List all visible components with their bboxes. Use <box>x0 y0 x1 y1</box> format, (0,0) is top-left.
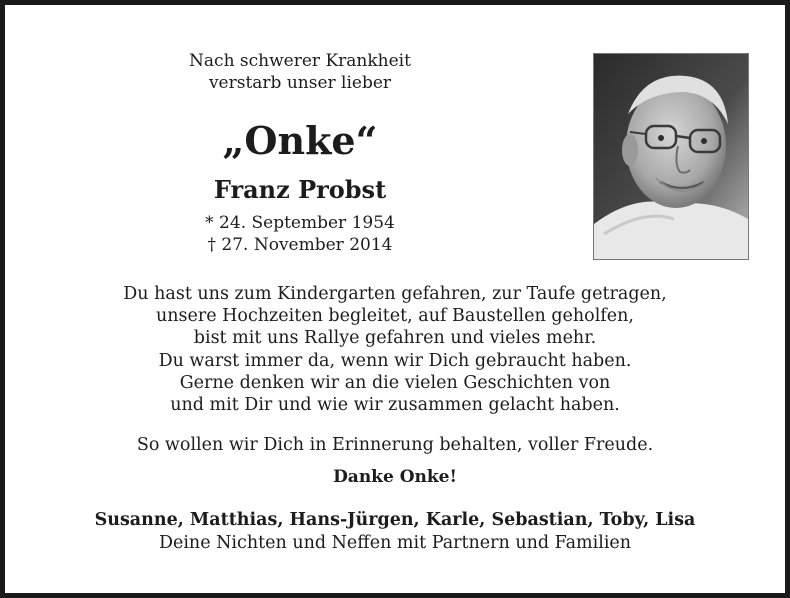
closing-line: So wollen wir Dich in Erinnerung behalten, voller Freude. <box>136 435 654 455</box>
nickname-heading: „Onke“ <box>222 118 378 163</box>
portrait-photo <box>593 53 749 260</box>
full-name-heading: Franz Probst <box>213 175 387 204</box>
intro-line-2: verstarb unser lieber <box>208 73 392 93</box>
poem-line: Gerne denken wir an die vielen Geschichten von <box>179 372 611 393</box>
death-date: † 27. November 2014 <box>207 235 393 255</box>
intro-line-1: Nach schwerer Krankheit <box>189 51 411 71</box>
poem-line: Du hast uns zum Kindergarten gefahren, zur Taufe getragen, <box>123 284 667 304</box>
family-names: Susanne, Matthias, Hans-Jürgen, Karle, Sebastian, Toby, Lisa <box>94 510 696 530</box>
poem-line: unsere Hochzeiten begleitet, auf Baustellen geholfen, <box>156 306 634 327</box>
intro-text <box>110 50 490 94</box>
birth-date: * 24. September 1954 <box>205 213 395 233</box>
poem-line: und mit Dir und wie wir zusammen gelacht haben. <box>170 395 620 416</box>
poem-line: bist mit uns Rallye gefahren und vieles mehr. <box>193 328 597 349</box>
life-dates <box>110 212 490 256</box>
thanks-line: Danke Onke! <box>333 467 457 487</box>
poem-text <box>5 283 785 416</box>
poem-line: Du warst immer da, wenn wir Dich gebraucht haben. <box>158 350 632 371</box>
relatives-line: Deine Nichten und Neffen mit Partnern und Familien <box>158 533 632 553</box>
portrait-image <box>594 54 748 259</box>
